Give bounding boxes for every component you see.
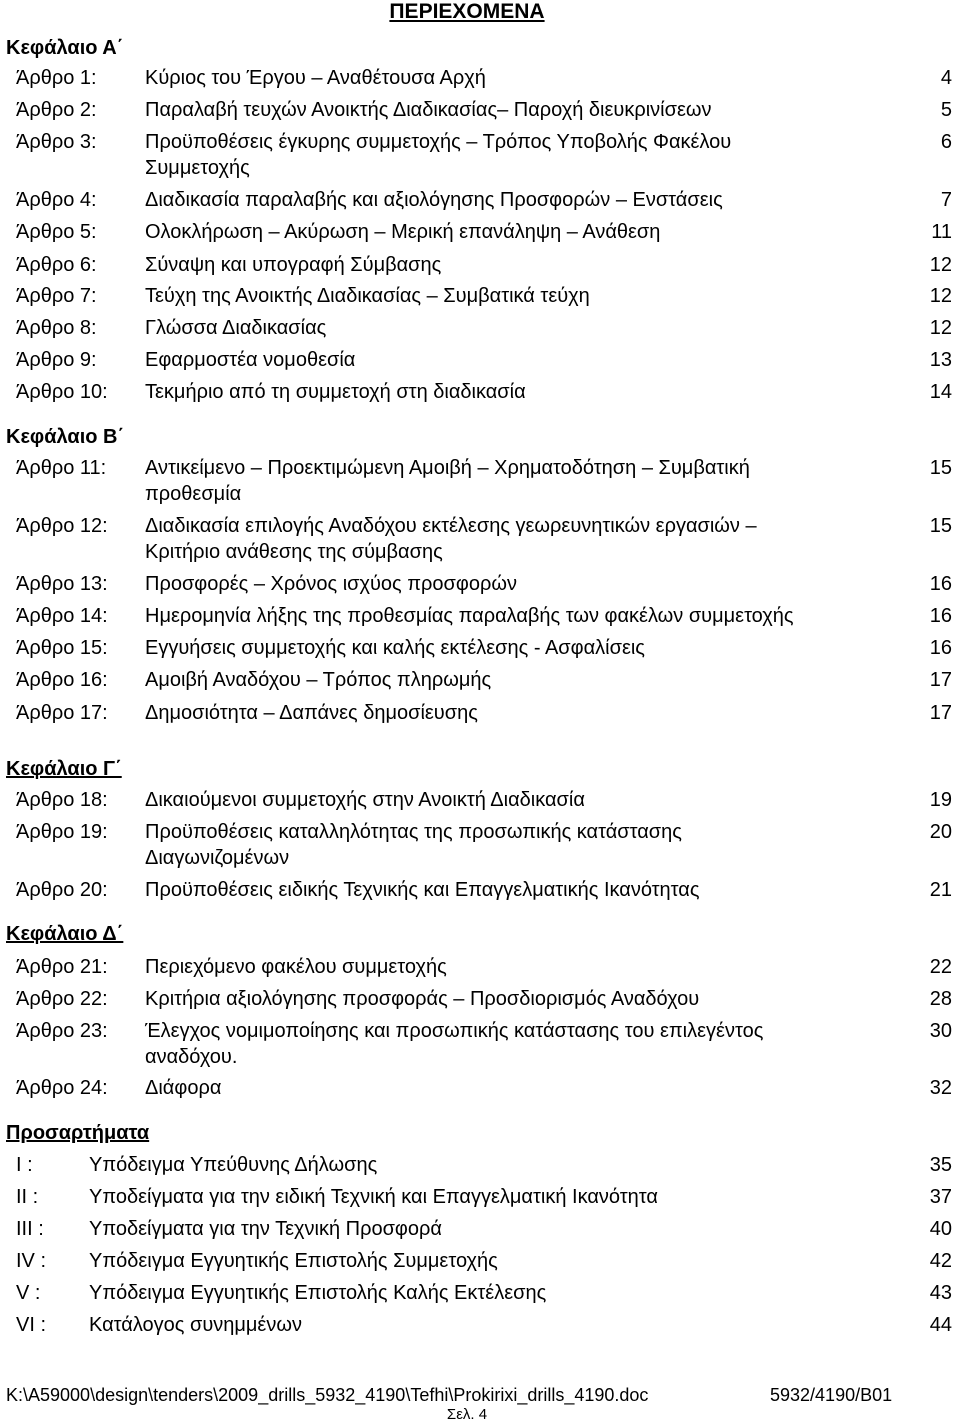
article-title: Τεύχη της Ανοικτής Διαδικασίας – Συμβατικά τεύχη	[145, 285, 590, 307]
page-number: 12	[929, 285, 952, 307]
appendix-number: V :	[16, 1282, 41, 1304]
article-title: Διαδικασία παραλαβής και αξιολόγησης Προσφορών – Ενστάσεις	[145, 189, 723, 211]
chapter-heading: Κεφάλαιο Β΄	[6, 426, 125, 448]
page-number: 16	[929, 605, 952, 627]
article-number: Άρθρο 15:	[16, 637, 108, 659]
article-title: Δικαιούμενοι συμμετοχής στην Ανοικτή Διαδικασία	[145, 789, 585, 811]
article-number: Άρθρο 17:	[16, 702, 108, 724]
appendix-title: Υπόδειγμα Εγγυητικής Επιστολής Καλής Εκτέλεσης	[89, 1282, 547, 1304]
chapter-heading: Κεφάλαιο Α΄	[6, 37, 124, 59]
article-title: Διάφορα	[145, 1077, 222, 1099]
page-number: 13	[929, 349, 952, 371]
page-number: 37	[929, 1186, 952, 1208]
page-number: 12	[929, 317, 952, 339]
chapter-heading: Κεφάλαιο Γ΄	[6, 758, 122, 780]
article-title: Έλεγχος νομιμοποίησης και προσωπικής κατάστασης του επιλεγέντος	[145, 1020, 764, 1042]
article-title: Αμοιβή Αναδόχου – Τρόπος πληρωμής	[145, 669, 492, 691]
article-number: Άρθρο 4:	[16, 189, 97, 211]
appendix-number: IV :	[16, 1250, 47, 1272]
article-number: Άρθρο 5:	[16, 221, 97, 243]
article-number: Άρθρο 1:	[16, 67, 97, 89]
article-title: Δημοσιότητα – Δαπάνες δημοσίευσης	[145, 702, 478, 724]
appendix-title: Υποδείγματα για την Τεχνική Προσφορά	[89, 1218, 442, 1240]
page-number: 28	[929, 988, 952, 1010]
page-number: 21	[929, 879, 952, 901]
article-title-continued: Συμμετοχής	[145, 157, 250, 179]
footer-page-number: Σελ. 4	[446, 1406, 488, 1423]
article-number: Άρθρο 3:	[16, 131, 97, 153]
article-title: Προϋποθέσεις έγκυρης συμμετοχής – Τρόπος Υποβολής Φακέλου	[145, 131, 732, 153]
appendix-number: III :	[16, 1218, 44, 1240]
article-number: Άρθρο 23:	[16, 1020, 108, 1042]
appendix-title: Υπόδειγμα Εγγυητικής Επιστολής Συμμετοχής	[89, 1250, 498, 1272]
article-number: Άρθρο 14:	[16, 605, 108, 627]
page-number: 7	[940, 189, 952, 211]
footer-file-path: K:\A59000\design\tenders\2009_drills_5932_4190\Tefhi\Prokirixi_drills_4190.doc	[6, 1385, 649, 1405]
article-number: Άρθρο 13:	[16, 573, 108, 595]
article-title-continued: αναδόχου.	[145, 1046, 238, 1068]
page-number: 12	[929, 254, 952, 276]
page-number: 15	[929, 515, 952, 537]
page-number: 4	[940, 67, 952, 89]
article-title: Τεκμήριο από τη συμμετοχή στη διαδικασία	[145, 381, 526, 403]
page-number: 35	[929, 1154, 952, 1176]
article-number: Άρθρο 24:	[16, 1077, 108, 1099]
article-number: Άρθρο 18:	[16, 789, 108, 811]
article-title: Προϋποθέσεις ειδικής Τεχνικής και Επαγγελματικής Ικανότητας	[145, 879, 700, 901]
page-number: 15	[929, 457, 952, 479]
page-number: 43	[929, 1282, 952, 1304]
article-title: Γλώσσα Διαδικασίας	[145, 317, 327, 339]
appendix-number: I :	[16, 1154, 33, 1176]
appendix-title: Υπόδειγμα Υπεύθυνης Δήλωσης	[89, 1154, 378, 1176]
article-title: Παραλαβή τευχών Ανοικτής Διαδικασίας– Παροχή διευκρινίσεων	[145, 99, 712, 121]
article-title: Ημερομηνία λήξης της προθεσμίας παραλαβής των φακέλων συμμετοχής	[145, 605, 794, 627]
appendix-title: Κατάλογος συνημμένων	[89, 1314, 302, 1336]
page-title: ΠΕΡΙΕΧΟΜΕΝΑ	[389, 0, 545, 23]
article-number: Άρθρο 12:	[16, 515, 108, 537]
article-title: Προσφορές – Χρόνος ισχύος προσφορών	[145, 573, 517, 595]
page-number: 22	[929, 956, 952, 978]
article-number: Άρθρο 10:	[16, 381, 108, 403]
page-number: 40	[929, 1218, 952, 1240]
page-number: 42	[929, 1250, 952, 1272]
article-number: Άρθρο 19:	[16, 821, 108, 843]
article-number: Άρθρο 8:	[16, 317, 97, 339]
chapter-heading: Κεφάλαιο Δ΄	[6, 923, 124, 945]
page-number: 17	[929, 702, 952, 724]
article-number: Άρθρο 6:	[16, 254, 97, 276]
article-title: Εγγυήσεις συμμετοχής και καλής εκτέλεσης - Ασφαλίσεις	[145, 637, 645, 659]
appendix-number: VI :	[16, 1314, 47, 1336]
article-number: Άρθρο 20:	[16, 879, 108, 901]
article-title-continued: Διαγωνιζομένων	[145, 847, 290, 869]
article-title: Διαδικασία επιλογής Αναδόχου εκτέλεσης γεωρευνητικών εργασιών –	[145, 515, 757, 537]
article-number: Άρθρο 21:	[16, 956, 108, 978]
page-number: 44	[929, 1314, 952, 1336]
page-number: 20	[929, 821, 952, 843]
article-title: Ολοκλήρωση – Ακύρωση – Μερική επανάληψη – Ανάθεση	[145, 221, 661, 243]
article-title: Εφαρμοστέα νομοθεσία	[145, 349, 356, 371]
article-title-continued: προθεσμία	[145, 483, 242, 505]
appendices-heading: Προσαρτήματα	[6, 1122, 150, 1144]
article-number: Άρθρο 7:	[16, 285, 97, 307]
article-title: Κριτήρια αξιολόγησης προσφοράς – Προσδιορισμός Αναδόχου	[145, 988, 700, 1010]
article-title: Περιεχόμενο φακέλου συμμετοχής	[145, 956, 447, 978]
article-title-continued: Κριτήριο ανάθεσης της σύμβασης	[145, 541, 443, 563]
article-number: Άρθρο 22:	[16, 988, 108, 1010]
article-number: Άρθρο 2:	[16, 99, 97, 121]
article-title: Κύριος του Έργου – Αναθέτουσα Αρχή	[145, 67, 486, 89]
page-number: 17	[929, 669, 952, 691]
page-number: 30	[929, 1020, 952, 1042]
article-title: Αντικείμενο – Προεκτιμώμενη Αμοιβή – Χρηματοδότηση – Συμβατική	[145, 457, 750, 479]
article-number: Άρθρο 9:	[16, 349, 97, 371]
page-number: 16	[929, 573, 952, 595]
appendix-title: Υποδείγματα για την ειδική Τεχνική και Επαγγελματική Ικανότητα	[89, 1186, 658, 1208]
article-title: Προϋποθέσεις καταλληλότητας της προσωπικής κατάστασης	[145, 821, 682, 843]
article-title: Σύναψη και υπογραφή Σύμβασης	[145, 254, 442, 276]
page-number: 14	[929, 381, 952, 403]
page-number: 11	[931, 221, 952, 243]
page-number: 32	[929, 1077, 952, 1099]
page-number: 16	[929, 637, 952, 659]
footer-document-code: 5932/4190/B01	[770, 1385, 893, 1405]
page-number: 6	[940, 131, 952, 153]
page-number: 5	[940, 99, 952, 121]
appendix-number: II :	[16, 1186, 39, 1208]
page-number: 19	[929, 789, 952, 811]
article-number: Άρθρο 16:	[16, 669, 108, 691]
article-number: Άρθρο 11:	[16, 457, 107, 479]
